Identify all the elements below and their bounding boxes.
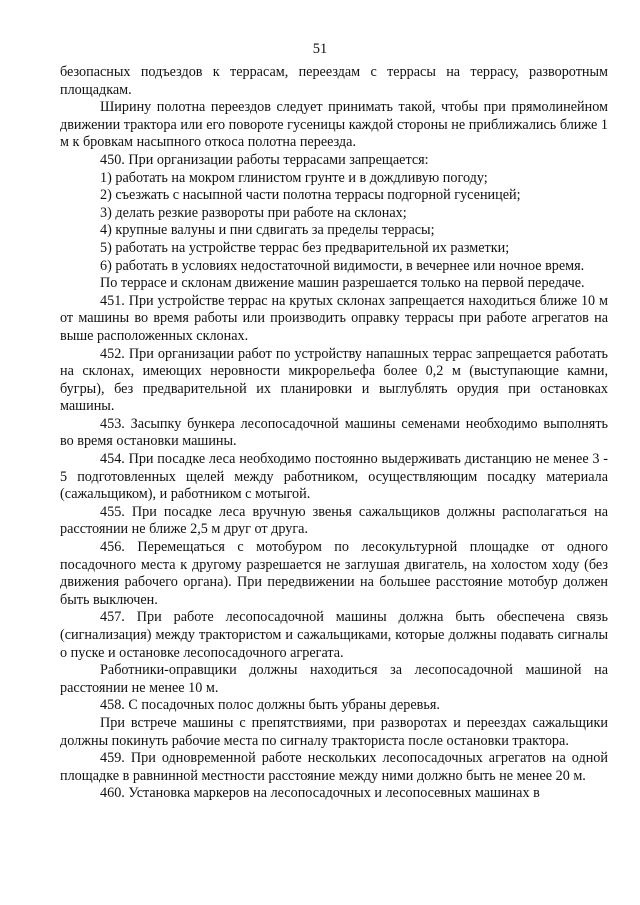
- paragraph-457: 457. При работе лесопосадочной машины должна быть обеспечена связь (сигнализация) между трактористом и сажальщиками, которые должны подавать сигналы о пуске и остановке лесопосадочного агрегата.: [60, 609, 608, 661]
- list-item-450-1: 1) работать на мокром глинистом грунте и в дождливую погоду;: [100, 169, 488, 186]
- paragraph-first-gear: По террасе и склонам движение машин разрешается только на первой передаче.: [100, 275, 585, 292]
- paragraph-460: 460. Установка маркеров на лесопосадочных и лесопосевных машинах в: [100, 785, 540, 802]
- paragraph-450: 450. При организации работы террасами запрещается:: [100, 151, 429, 168]
- paragraph-continuation: безопасных подъездов к террасам, переездам с террасы на террасу, разворотным площадкам.: [60, 64, 608, 98]
- list-item-450-5: 5) работать на устройстве террас без предварительной их разметки;: [100, 239, 510, 256]
- paragraph-obstacles: При встрече машины с препятствиями, при разворотах и переездах сажальщики должны покинуть рабочие места по сигналу тракториста после остановки трактора.: [60, 714, 608, 749]
- paragraph-455: 455. При посадке леса вручную звенья сажальщиков должны располагаться на расстоянии не ближе 2,5 м друг от друга.: [60, 503, 608, 538]
- paragraph-workers-distance: Работники-оправщики должны находиться за лесопосадочной машиной на расстоянии не менее 10 м.: [60, 662, 608, 696]
- paragraph-454: 454. При посадке леса необходимо постоянно выдерживать дистанцию не менее 3 - 5 подготовленных щелей между работником, осуществляющим посадку материала (сажальщиком), и работником с мотыгой.: [60, 451, 608, 503]
- paragraph-451: 451. При устройстве террас на крутых склонах запрещается находиться ближе 10 м от машины во время работы или производить оправку террасы при работе агрегатов на выше расположенных склонах.: [60, 292, 608, 344]
- list-item-450-4: 4) крупные валуны и пни сдвигать за пределы террасы;: [100, 222, 435, 239]
- list-item-450-6: 6) работать в условиях недостаточной видимости, в вечернее или ночное время.: [100, 257, 585, 274]
- paragraph-lane-width: Ширину полотна переездов следует принимать такой, чтобы при прямолинейном движении трактора или его повороте гусеницы каждой стороны не приближались ближе 1 м к бровкам насыпного откоса полотна переезда.: [60, 99, 608, 151]
- paragraph-453: 453. Засыпку бункера лесопосадочной машины семенами необходимо выполнять во время остановки машины.: [60, 415, 608, 450]
- list-item-450-3: 3) делать резкие развороты при работе на склонах;: [100, 204, 407, 221]
- list-item-450-2: 2) съезжать с насыпной части полотна террасы подгорной гусеницей;: [100, 187, 521, 204]
- paragraph-452: 452. При организации работ по устройству напашных террас запрещается работать на склонах, имеющих неровности микрорельефа более 0,2 м (выступающие камни, бугры), без предварительной их планировки и выглублять орудия при остановках машины.: [60, 345, 608, 415]
- paragraph-459: 459. При одновременной работе нескольких лесопосадочных агрегатов на одной площадке в равнинной местности расстояние между ними должно быть не менее 20 м.: [60, 750, 608, 784]
- paragraph-458: 458. С посадочных полос должны быть убраны деревья.: [100, 697, 440, 714]
- document-body: [60, 64, 608, 803]
- page-number: 51: [312, 41, 328, 57]
- paragraph-456: 456. Перемещаться с мотобуром по лесокультурной площадке от одного посадочного места к другому разрешается не заглушая двигатель, на холостом ходу (без движения рабочего органа). При передвижении на большее расстояние мотобур должен быть выключен.: [60, 539, 608, 608]
